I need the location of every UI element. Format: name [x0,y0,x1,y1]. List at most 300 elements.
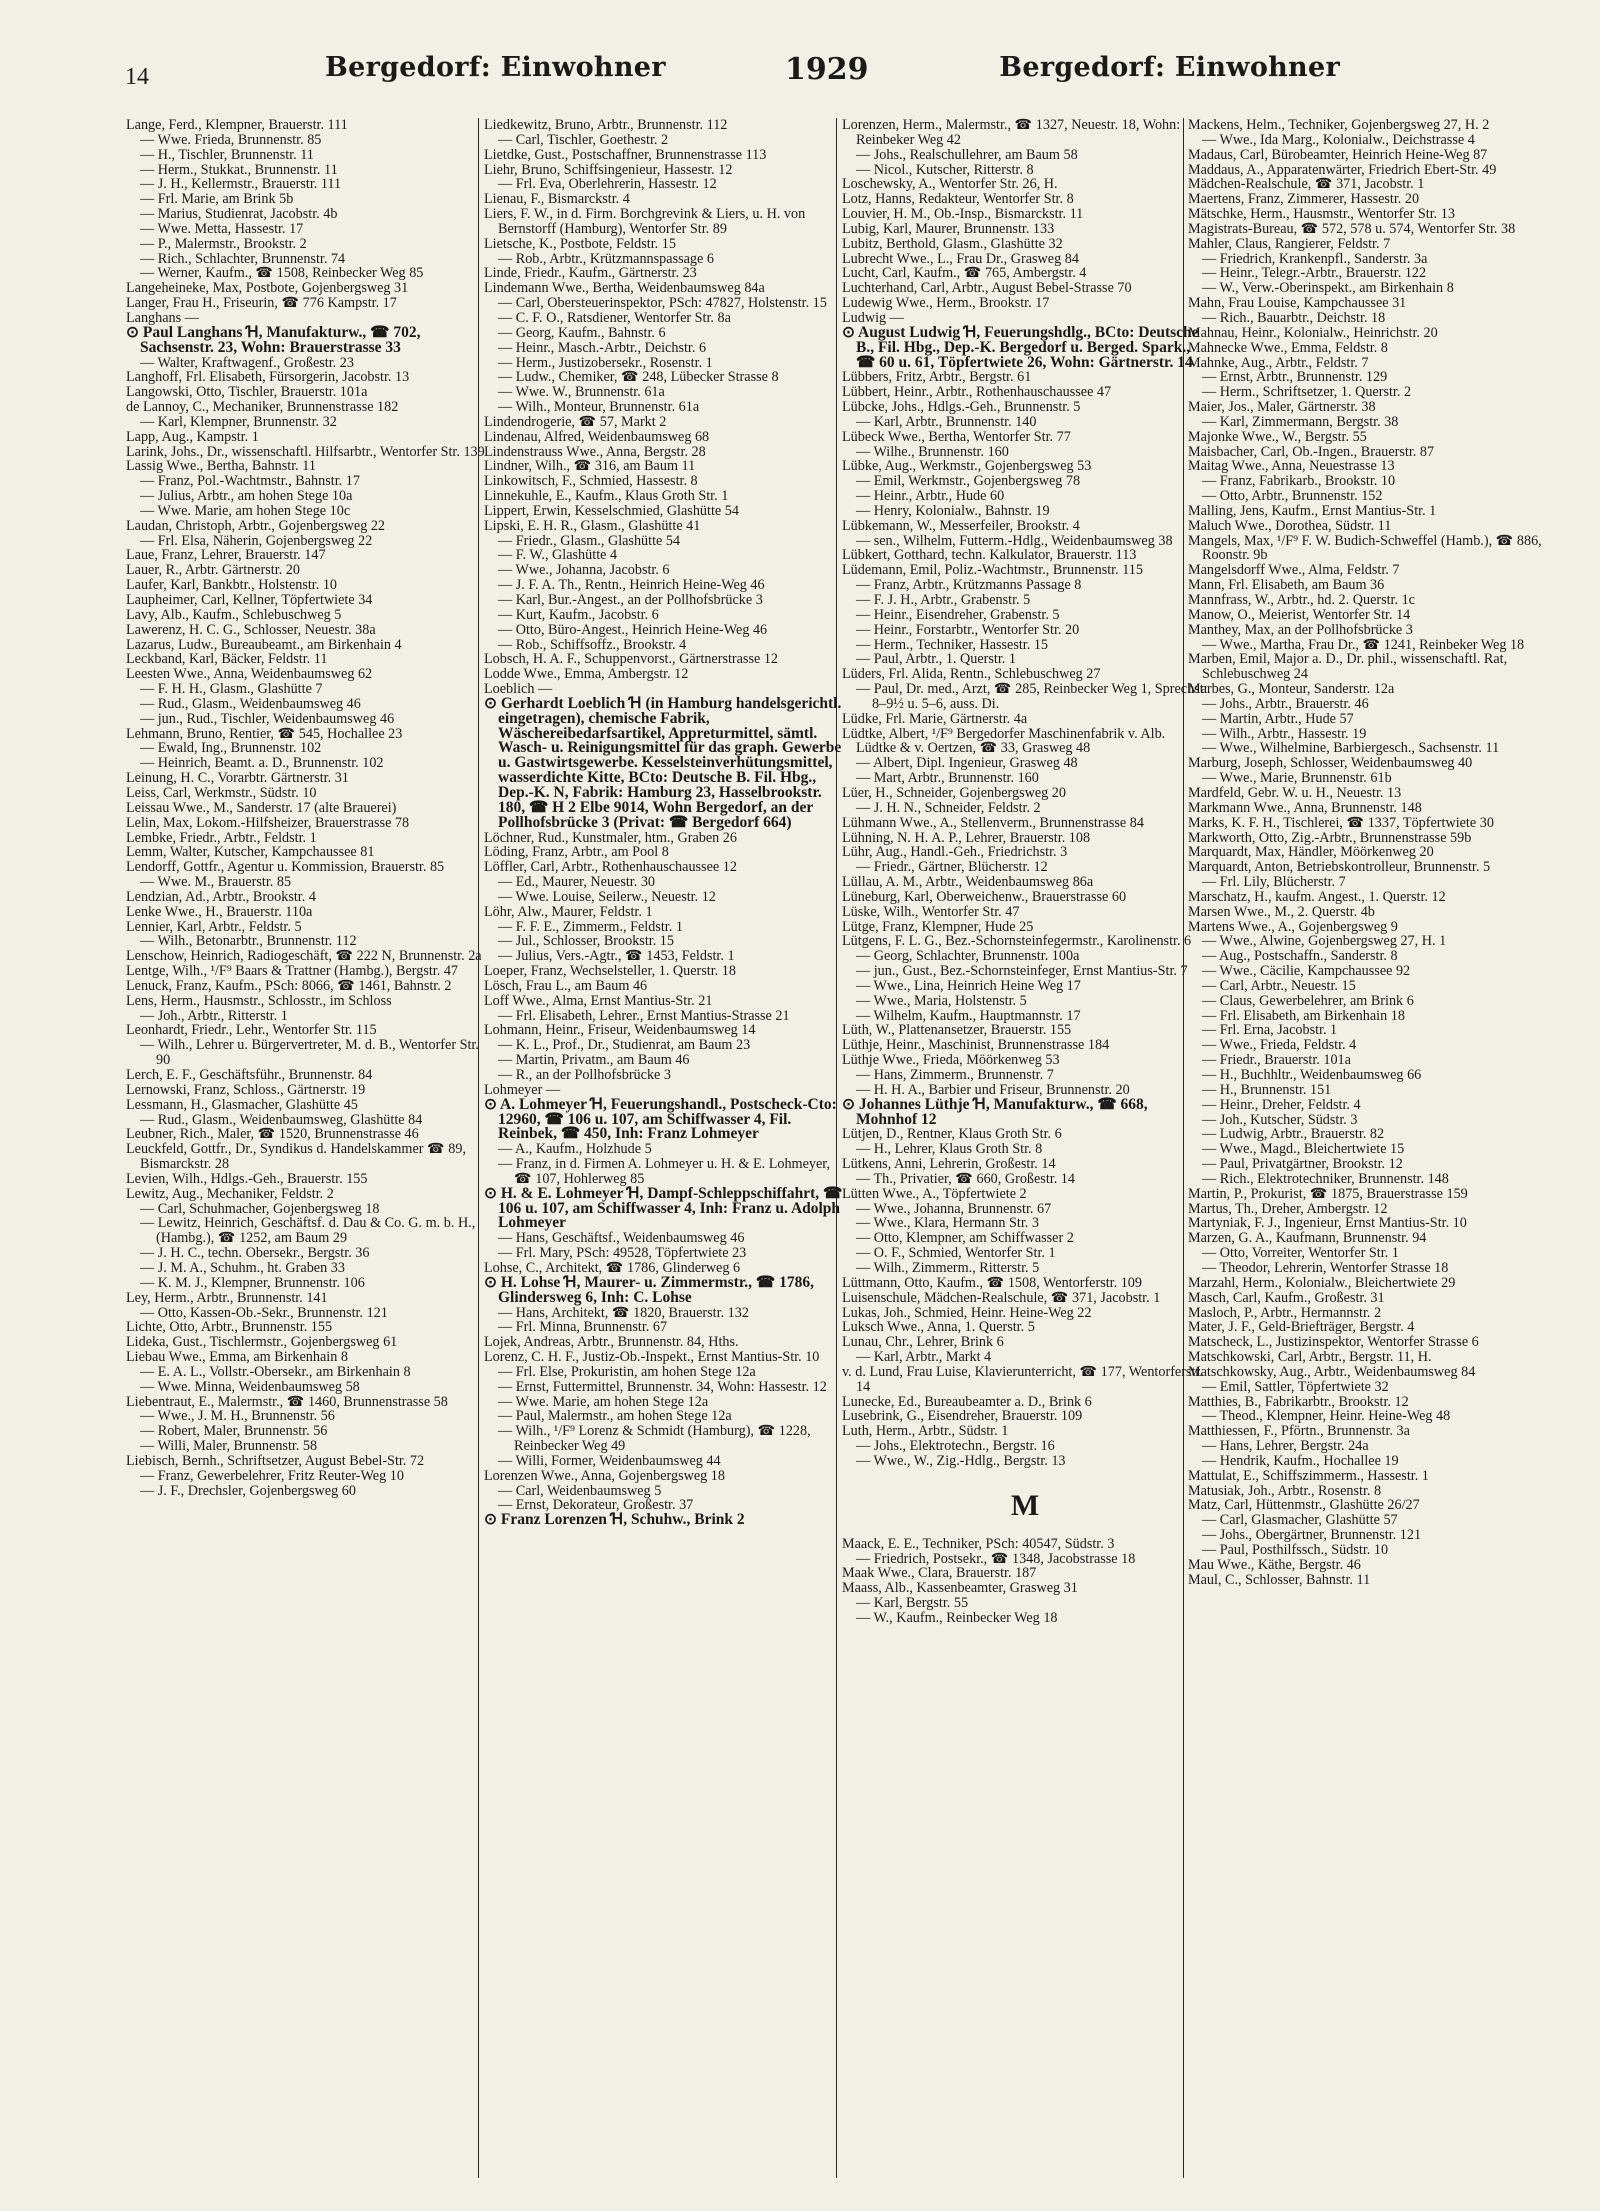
directory-entry: — Heinr., Eisendreher, Grabenstr. 5 [856,606,1060,623]
directory-entry: — Karl, Arbtr., Markt 4 [856,1349,992,1366]
directory-entry: Matthiessen, F., Pförtn., Brunnenstr. 3a [1188,1423,1410,1440]
directory-entry: Martin, P., Prokurist, ☎ 1875, Brauerstrasse 159 [1188,1185,1468,1202]
directory-entry: Lüdke, Frl. Marie, Gärtnerstr. 4a [842,710,1028,727]
directory-entry: — Georg, Kaufm., Bahnstr. 6 [498,324,666,341]
directory-entry: — Paul, Privatgärtner, Brookstr. 12 [1202,1156,1403,1173]
directory-entry: Magistrats-Bureau, ☎ 572, 578 u. 574, Wentorfer Str. 38 [1188,220,1516,237]
directory-entry: — Paul, Posthilfssch., Südstr. 10 [1202,1542,1389,1558]
directory-entry: — Ed., Maurer, Neuestr. 30 [498,874,656,891]
directory-entry: — Robert, Maler, Brunnenstr. 56 [140,1423,328,1440]
directory-entry: Lennier, Karl, Arbtr., Feldstr. 5 [126,918,302,935]
directory-entry: — Wwe., Martha, Frau Dr., ☎ 1241, Reinbeker Weg 18 [1202,636,1525,653]
directory-entry: Mater, J. F., Geld-Briefträger, Bergstr. 4 [1188,1319,1415,1336]
directory-entry: — C. F. O., Ratsdiener, Wentorfer Str. 8a [498,309,731,326]
directory-entry: Masloch, P., Arbtr., Hermannstr. 2 [1188,1304,1382,1321]
directory-entry: Langeheineke, Max, Postbote, Gojenbergsweg 31 [126,280,409,297]
directory-entry: Lenschow, Heinrich, Radiogeschäft, ☎ 222 N, Brunnenstr. 2a [126,948,482,965]
directory-entry: — H., Lehrer, Klaus Groth Str. 8 [856,1141,1043,1158]
directory-entry: — Frl. Elsa, Näherin, Gojenbergsweg 22 [140,532,373,549]
directory-entry: Lunecke, Ed., Bureaubeamter a. D., Brink 6 [842,1393,1092,1410]
directory-entry: — Wwe., Marie, Brunnenstr. 61b [1202,770,1392,787]
directory-entry: Manthey, Max, an der Pollhofsbrücke 3 [1188,621,1413,638]
directory-entry: Lüth, W., Plattenansetzer, Brauerstr. 155 [842,1022,1072,1039]
directory-entry: — Herm., Justizobersekr., Rosenstr. 1 [498,354,713,371]
directory-entry: Lütjen, D., Rentner, Klaus Groth Str. 6 [842,1126,1062,1143]
directory-entry: — Frl. Else, Prokuristin, am hohen Stege 12a [498,1363,756,1380]
directory-entry: — Rob., Arbtr., Krützmannspassage 6 [498,250,714,267]
directory-entry: Mätschke, Herm., Hausmstr., Wentorfer Str. 13 [1188,206,1455,223]
directory-entry: — Julius, Vers.-Agtr., ☎ 1453, Feldstr. 1 [498,948,735,965]
directory-entry: Lindemann Wwe., Bertha, Weidenbaumsweg 84a [484,280,765,297]
directory-entry: — Wwe. Marie, am hohen Stege 12a [498,1393,709,1410]
directory-entry: — F. W., Glashütte 4 [498,547,618,564]
directory-entry: — Heinr., Masch.-Arbtr., Deichstr. 6 [498,339,707,356]
directory-entry: de Lannoy, C., Mechaniker, Brunnenstrasse 182 [126,399,399,416]
directory-entry: Lange, Ferd., Klempner, Brauerstr. 111 [126,118,348,133]
directory-entry: — Wwe., Klara, Hermann Str. 3 [856,1215,1039,1232]
directory-entry: — Paul, Malermstr., am hohen Stege 12a [498,1408,732,1425]
directory-entry: — Herm., Schriftsetzer, 1. Querstr. 2 [1202,384,1412,401]
directory-entry: Loschewsky, A., Wentorfer Str. 26, H. [842,176,1058,193]
directory-entry: — Wwe. W., Brunnenstr. 61a [498,384,665,401]
directory-entry: — Wwe., Ida Marg., Kolonialw., Deichstrasse 4 [1202,131,1475,148]
directory-entry: Maul, C., Schlosser, Bahnstr. 11 [1188,1571,1371,1588]
directory-entry: Lübbers, Fritz, Arbtr., Bergstr. 61 [842,369,1032,386]
directory-entry: Löchner, Rud., Kunstmaler, htm., Graben 26 [484,829,737,846]
running-title-left: Bergedorf: Einwohner [325,52,666,83]
directory-entry: — Frl. Elisabeth, Lehrer., Ernst Mantius-Strasse 21 [498,1007,790,1024]
directory-entry: Majonke Wwe., W., Bergstr. 55 [1188,428,1367,445]
directory-entry: — Otto, Arbtr., Brunnenstr. 152 [1202,488,1383,505]
directory-entry: Lerch, E. F., Geschäftsführ., Brunnenstr. 84 [126,1067,373,1083]
directory-entry: — R., an der Pollhofsbrücke 3 [498,1067,671,1083]
directory-entry: — sen., Wilhelm, Futterm.-Hdlg., Weidenbaumsweg 38 [856,532,1173,549]
directory-entry: Maier, Jos., Maler, Gärtnerstr. 38 [1188,399,1376,416]
directory-entry: — Wilhe., Brunnenstr. 160 [856,443,1009,460]
directory-entry: — Carl, Arbtr., Neuestr. 15 [1202,977,1356,994]
directory-entry: Marbes, G., Monteur, Sanderstr. 12a [1188,681,1395,698]
directory-entry: Lüllau, A. M., Arbtr., Weidenbaumsweg 86a [842,874,1094,891]
directory-entry: Lemm, Walter, Kutscher, Kampchaussee 81 [126,844,375,861]
directory-entry: Lawerenz, H. C. G., Schlosser, Neuestr. 38a [126,621,376,638]
directory-entry: Lübkert, Gotthard, techn. Kalkulator, Brauerstr. 113 [842,547,1137,564]
directory-entry: — Johs., Realschullehrer, am Baum 58 [856,146,1078,163]
directory-entry: — Frl. Elisabeth, am Birkenhain 18 [1202,1007,1405,1024]
directory-entry: Marzen, G. A., Kaufmann, Brunnenstr. 94 [1188,1230,1427,1247]
directory-entry: Mahnecke Wwe., Emma, Feldstr. 8 [1188,339,1388,356]
directory-entry: — Herm., Techniker, Hassestr. 15 [856,636,1049,653]
directory-entry: — Emil, Sattler, Töpfertwiete 32 [1202,1378,1389,1395]
directory-entry: — Paul, Dr. med., Arzt, ☎ 285, Reinbecker Weg 1, Sprechst: 8–9½ u. 5–6, auss. Di. [856,681,1208,712]
directory-entry: Lohse, C., Architekt, ☎ 1786, Glinderweg 6 [484,1259,741,1276]
directory-entry: — Joh., Arbtr., Ritterstr. 1 [140,1007,288,1024]
directory-entry: Levien, Wilh., Hdlgs.-Geh., Brauerstr. 155 [126,1170,368,1187]
directory-entry: Lusebrink, G., Eisendreher, Brauerstr. 109 [842,1408,1083,1425]
column-1 [126,118,492,2178]
directory-entry: — Theod., Klempner, Heinr. Heine-Weg 48 [1202,1408,1451,1425]
directory-entry: — E. A. L., Vollstr.-Obersekr., am Birkenhain 8 [140,1363,411,1380]
directory-entry: Leinung, H. C., Vorarbtr. Gärtnerstr. 31 [126,770,349,787]
directory-entry: Lotz, Hanns, Redakteur, Wentorfer Str. 8 [842,191,1074,208]
directory-entry: Liers, F. W., in d. Firm. Borchgrevink & Liers, u. H. von Bernstorff (Hamburg), Wentorfer Str. 89 [484,206,806,237]
directory-entry: — Ernst, Arbtr., Brunnenstr. 129 [1202,369,1388,386]
directory-entry: — Karl, Klempner, Brunnenstr. 32 [140,413,337,430]
directory-entry: Luksch Wwe., Anna, 1. Querstr. 5 [842,1319,1035,1336]
directory-entry: — Frl. Erna, Jacobstr. 1 [1202,1022,1338,1039]
directory-entry: — Karl, Zimmermann, Bergstr. 38 [1202,413,1399,430]
year-heading: 1929 [785,52,869,87]
directory-entry: ⊙ Johannes Lüthje Ɦ, Manufakturw., ☎ 668, Mohnhof 12 [842,1095,1148,1128]
directory-entry: Lewitz, Aug., Mechaniker, Feldstr. 2 [126,1185,334,1202]
directory-entry: — Wilh., ¹/F⁹ Lorenz & Schmidt (Hamburg), ☎ 1228, Reinbecker Weg 49 [498,1423,811,1455]
directory-entry: Mangels, Max, ¹/F⁹ F. W. Budich-Schweffel (Hamb.), ☎ 886, Roonstr. 9b [1188,532,1542,564]
directory-entry: — Frl. Eva, Oberlehrerin, Hassestr. 12 [498,176,717,193]
directory-entry: Lessmann, H., Glasmacher, Glashütte 45 [126,1096,358,1113]
directory-entry: ⊙ Gerhardt Loeblich Ɦ (in Hamburg handelsgerichtl. eingetragen), chemische Fabrik, Wäschereibedarfsartikel, Appreturmittel, sämtl. Wasch- u. Reinigungsmittel für das graph. Gewerbe u. Gastwirtsgewerbe. Kesselsteinverhütungsmittel, wasserdichte Kitte, BCto: Deutsche B. Fil. Hbg., Dep.-K. N, Fabrik: Hamburg 23, Hasselbrookstr. 180, ☎ H 2 Elbe 9014, Wohn Bergedorf, an der Pollhofsbrücke 3 (Privat: ☎ Bergedorf 664) [484,694,842,831]
directory-entry: Lühr, Aug., Handl.-Geh., Friedrichstr. 3 [842,844,1068,861]
directory-entry: Lüer, H., Schneider, Gojenbergsweg 20 [842,784,1066,801]
directory-entry: — Marius, Studienrat, Jacobstr. 4b [140,206,338,223]
directory-entry: — H., Buchhltr., Weidenbaumsweg 66 [1202,1067,1422,1083]
directory-entry: Luth, Herm., Arbtr., Südstr. 1 [842,1423,1009,1440]
directory-entry: — Frl. Mary, PSch: 49528, Töpfertwiete 23 [498,1245,747,1262]
directory-entry: — Friedr., Brauerstr. 101a [1202,1052,1351,1069]
directory-entry: Lübke, Aug., Werkmstr., Gojenbergsweg 53 [842,458,1092,475]
directory-entry: Lüske, Wilh., Wentorfer Str. 47 [842,903,1020,920]
directory-entry: ⊙ Paul Langhans Ɦ, Manufakturw., ☎ 702, Sachsenstr. 23, Wohn: Brauerstrasse 33 [126,323,421,356]
directory-entry: Liedkewitz, Bruno, Arbtr., Brunnenstr. 112 [484,118,728,133]
directory-entry: Marben, Emil, Major a. D., Dr. phil., wissenschaftl. Rat, Schlebuschweg 24 [1188,651,1508,683]
directory-entry: Lütgens, F. L. G., Bez.-Schornsteinfegermstr., Karolinenstr. 6 [842,933,1192,950]
directory-entry: Matusiak, Joh., Arbtr., Rosenstr. 8 [1188,1482,1382,1499]
directory-entry: — Wilh., Zimmerm., Ritterstr. 5 [856,1259,1040,1276]
directory-entry: — Carl, Schuhmacher, Gojenbergsweg 18 [140,1200,380,1217]
directory-entry: — Wilh., Betonarbtr., Brunnenstr. 112 [140,933,357,950]
directory-entry: Marzahl, Herm., Kolonialw., Bleichertwiete 29 [1188,1274,1456,1291]
directory-entry: — Wilh., Arbtr., Hassestr. 19 [1202,725,1367,742]
directory-entry: Löhr, Alw., Maurer, Feldstr. 1 [484,903,653,920]
directory-entry: Lendzian, Ad., Arbtr., Brookstr. 4 [126,888,316,905]
directory-entry: Lavy, Alb., Kaufm., Schlebuschweg 5 [126,606,342,623]
directory-entry: — Otto, Kassen-Ob.-Sekr., Brunnenstr. 121 [140,1304,388,1321]
directory-entry: Lüttmann, Otto, Kaufm., ☎ 1508, Wentorferstr. 109 [842,1274,1142,1291]
directory-entry: Laudan, Christoph, Arbtr., Gojenbergsweg 22 [126,517,386,534]
directory-entry: Lübeck Wwe., Bertha, Wentorfer Str. 77 [842,428,1071,445]
directory-entry: Malling, Jens, Kaufm., Ernst Mantius-Str. 1 [1188,502,1437,519]
directory-entry: — Mart, Arbtr., Brunnenstr. 160 [856,770,1039,787]
directory-entry: — Friedrich, Krankenpfl., Sanderstr. 3a [1202,250,1428,267]
directory-entry: ⊙ H. & E. Lohmeyer Ɦ, Dampf-Schleppschiffahrt, ☎ 106 u. 107, am Schiffwasser 4, Inh: Franz u. Adolph Lohmeyer [484,1184,843,1232]
directory-entry: — Rich., Bauarbtr., Deichstr. 18 [1202,309,1386,326]
directory-entry: — Emil, Werkmstr., Gojenbergsweg 78 [856,473,1081,490]
directory-entry: — J. H. N., Schneider, Feldstr. 2 [856,799,1041,816]
directory-entry: — Claus, Gewerbelehrer, am Brink 6 [1202,992,1414,1009]
directory-entry: — F. J. H., Arbtr., Grabenstr. 5 [856,592,1031,608]
directory-entry: Lukas, Joh., Schmied, Heinr. Heine-Weg 22 [842,1304,1092,1321]
directory-entry: — Wwe., Johanna, Brunnenstr. 67 [856,1200,1052,1217]
page-number: 14 [125,64,149,90]
directory-entry: Maluch Wwe., Dorothea, Südstr. 11 [1188,517,1392,534]
directory-entry: Lauer, R., Arbtr. Gärtnerstr. 20 [126,562,300,579]
directory-entry: Lübkemann, W., Messerfeiler, Brookstr. 4 [842,517,1080,534]
directory-entry: Linnekuhle, E., Kaufm., Klaus Groth Str. 1 [484,488,729,505]
directory-entry: — Hans, Lehrer, Bergstr. 24a [1202,1438,1369,1455]
directory-entry: Marquardt, Anton, Betriebskontrolleur, Brunnenstr. 5 [1188,859,1491,876]
directory-entry: — Rud., Glasm., Weidenbaumsweg 46 [140,695,361,712]
directory-entry: Lipski, E. H. R., Glasm., Glashütte 41 [484,517,701,534]
directory-entry: — Johs., Arbtr., Brauerstr. 46 [1202,695,1369,712]
directory-entry: Mahler, Claus, Rangierer, Feldstr. 7 [1188,235,1391,252]
directory-entry: — Wwe., Frieda, Feldstr. 4 [1202,1037,1357,1054]
directory-entry: Lienau, F., Bismarckstr. 4 [484,191,630,208]
directory-entry: Maack, E. E., Techniker, PSch: 40547, Südstr. 3 [842,1535,1115,1552]
directory-entry: — P., Malermstr., Brookstr. 2 [140,235,307,252]
directory-entry: Lentge, Wilh., ¹/F⁹ Baars & Trattner (Hambg.), Bergstr. 47 [126,963,459,980]
directory-entry: — W., Verw.-Oberinspekt., am Birkenhain 8 [1202,280,1454,297]
directory-entry: — K. L., Prof., Dr., Studienrat, am Baum 23 [498,1037,751,1054]
directory-entry: — Werner, Kaufm., ☎ 1508, Reinbecker Weg 85 [140,265,424,282]
column-2 [484,118,850,2178]
directory-entry: Leiss, Carl, Werkmstr., Südstr. 10 [126,784,317,801]
directory-entry: Mannfrass, W., Arbtr., hd. 2. Querstr. 1c [1188,592,1415,608]
directory-entry: Lojek, Andreas, Arbtr., Brunnenstr. 84, Hths. [484,1334,739,1351]
directory-entry: Loeblich — [484,681,553,698]
directory-entry: — H., Tischler, Brunnenstr. 11 [140,146,314,163]
directory-entry: — H. H. A., Barbier und Friseur, Brunnenstr. 20 [856,1081,1130,1098]
directory-entry: Lendorff, Gottfr., Agentur u. Kommission, Brauerstr. 85 [126,859,445,876]
column-3 [842,118,1208,2178]
directory-entry: — J. F. A. Th., Rentn., Heinrich Heine-Weg 46 [498,577,765,594]
directory-entry: Lodde Wwe., Emma, Ambergstr. 12 [484,666,689,683]
directory-entry: Mangelsdorff Wwe., Alma, Feldstr. 7 [1188,562,1400,579]
directory-entry: — Walter, Kraftwagenf., Großestr. 23 [140,354,354,371]
directory-entry: — Hans, Geschäftsf., Weidenbaumsweg 46 [498,1230,745,1247]
directory-entry: Leonhardt, Friedr., Lehr., Wentorfer Str. 115 [126,1022,377,1039]
directory-entry: — Karl, Bergstr. 55 [856,1595,969,1612]
directory-entry: — Rob., Schiffsoffz., Brookstr. 4 [498,636,687,653]
directory-entry: ⊙ A. Lohmeyer Ɦ, Feuerungshandl., Postscheck-Cto: 12960, ☎ 106 u. 107, am Schiffwasser 4, Fil. Reinbek, ☎ 450, Inh: Franz Lohmeyer [484,1095,837,1143]
directory-entry: — Georg, Schlachter, Brunnenstr. 100a [856,948,1080,965]
directory-entry: Langhoff, Frl. Elisabeth, Fürsorgerin, Jacobstr. 13 [126,369,410,386]
directory-entry: — Jul., Schlosser, Brookstr. 15 [498,933,674,950]
directory-entry: Mardfeld, Gebr. W. u. H., Neuestr. 13 [1188,784,1402,801]
directory-entry: Lütkens, Anni, Lehrerin, Großestr. 14 [842,1156,1056,1173]
directory-entry: — Ewald, Ing., Brunnenstr. 102 [140,740,322,757]
directory-entry: Lindner, Wilh., ☎ 316, am Baum 11 [484,458,696,475]
directory-entry: — Rud., Glasm., Weidenbaumsweg, Glashütte 84 [140,1111,423,1128]
directory-entry: — Wilh., Monteur, Brunnenstr. 61a [498,399,700,416]
directory-entry: — Friedr., Glasm., Glashütte 54 [498,532,681,549]
directory-entry: — Wilh., Lehrer u. Bürgervertreter, M. d. B., Wentorfer Str. 90 [140,1037,479,1069]
directory-entry: — Franz, in d. Firmen A. Lohmeyer u. H. & E. Lohmeyer, ☎ 107, Hohlerweg 85 [498,1156,830,1187]
directory-entry: — Heinr., Arbtr., Hude 60 [856,488,1005,505]
directory-entry: Leesten Wwe., Anna, Weidenbaumsweg 62 [126,666,373,683]
directory-entry: — Ludw., Chemiker, ☎ 248, Lübecker Strasse 8 [498,369,779,386]
directory-entry: Manow, O., Meierist, Wentorfer Str. 14 [1188,606,1411,623]
directory-entry: Lohmann, Heinr., Friseur, Weidenbaumsweg 14 [484,1022,756,1039]
directory-entry: Lazarus, Ludw., Bureaubeamt., am Birkenhain 4 [126,636,402,653]
directory-entry: Martus, Th., Dreher, Ambergstr. 12 [1188,1200,1388,1217]
directory-entry: Leissau Wwe., M., Sanderstr. 17 (alte Brauerei) [126,799,397,816]
directory-entry: Laufer, Karl, Bankbtr., Holstenstr. 10 [126,577,338,594]
directory-entry: Lubrecht Wwe., L., Frau Dr., Grasweg 84 [842,250,1079,267]
directory-entry: — Heinrich, Beamt. a. D., Brunnenstr. 102 [140,755,384,772]
directory-entry: — Martin, Arbtr., Hude 57 [1202,710,1354,727]
directory-entry: v. d. Lund, Frau Luise, Klavierunterricht, ☎ 177, Wentorferstr. 14 [842,1363,1203,1395]
directory-entry: — Julius, Arbtr., am hohen Stege 10a [140,488,353,505]
directory-entry: Marsen Wwe., M., 2. Querstr. 4b [1188,903,1375,920]
directory-entry: — Rich., Elektrotechniker, Brunnenstr. 148 [1202,1170,1449,1187]
directory-entry: — Wwe. Louise, Seilerw., Neuestr. 12 [498,888,716,905]
directory-entry: — Albert, Dipl. Ingenieur, Grasweg 48 [856,755,1078,772]
directory-entry: — Wwe., Alwine, Gojenbergsweg 27, H. 1 [1202,933,1447,950]
directory-entry: — Carl, Obersteuerinspektor, PSch: 47827, Holstenstr. 15 [498,295,827,312]
directory-entry: Linkowitsch, F., Schmied, Hassestr. 8 [484,473,698,490]
directory-entry: — Wwe., J. M. H., Brunnenstr. 56 [140,1408,335,1425]
directory-entry: Lütge, Franz, Klempner, Hude 25 [842,918,1034,935]
directory-entry: Maddaus, A., Apparatenwärter, Friedrich Ebert-Str. 49 [1188,161,1497,178]
directory-entry: Lietdke, Gust., Postschaffner, Brunnenstrasse 113 [484,146,767,163]
directory-entry: — Carl, Tischler, Goethestr. 2 [498,131,669,148]
directory-entry: — Henry, Kolonialw., Bahnstr. 19 [856,502,1050,519]
directory-entry: — Heinr., Dreher, Feldstr. 4 [1202,1096,1361,1113]
directory-entry: — Wilhelm, Kaufm., Hauptmannstr. 17 [856,1007,1081,1024]
directory-entry: Louvier, H. M., Ob.-Insp., Bismarckstr. 11 [842,206,1084,223]
directory-entry: — Ernst, Futtermittel, Brunnenstr. 34, Wohn: Hassestr. 12 [498,1378,827,1395]
directory-entry: — Franz, Gewerbelehrer, Fritz Reuter-Weg 10 [140,1467,404,1484]
directory-entry: Lichte, Otto, Arbtr., Brunnenstr. 155 [126,1319,333,1336]
directory-entry: Lietsche, K., Postbote, Feldstr. 15 [484,235,676,252]
directory-entry: Luisenschule, Mädchen-Realschule, ☎ 371, Jacobstr. 1 [842,1289,1161,1306]
directory-entry: Liehr, Bruno, Schiffsingenieur, Hassestr. 12 [484,161,733,178]
running-title-right: Bergedorf: Einwohner [999,52,1340,83]
directory-entry: Lüthje Wwe., Frieda, Möörkenweg 53 [842,1052,1060,1069]
page-header [125,50,1340,100]
directory-entry: — Wwe. Metta, Hassestr. 17 [140,220,304,237]
directory-entry: Lindenstrauss Wwe., Anna, Bergstr. 28 [484,443,706,460]
directory-entry: — Wwe., Wilhelmine, Barbiergesch., Sachsenstr. 11 [1202,740,1500,757]
directory-entry: — J. M. A., Schuhm., ht. Graben 33 [140,1259,345,1276]
directory-entry: Maertens, Franz, Zimmerer, Hassestr. 20 [1188,191,1420,208]
directory-entry: Matz, Carl, Hüttenmstr., Glashütte 26/27 [1188,1497,1420,1514]
directory-entry: Lunau, Chr., Lehrer, Brink 6 [842,1334,1004,1351]
directory-entry: Mackens, Helm., Techniker, Gojenbergsweg 27, H. 2 [1188,118,1490,133]
directory-entry: Matscheck, L., Justizinspektor, Wentorfer Strasse 6 [1188,1334,1479,1351]
directory-entry: Lindendrogerie, ☎ 57, Markt 2 [484,413,667,430]
directory-entry: — Th., Privatier, ☎ 660, Großestr. 14 [856,1170,1075,1187]
directory-entry: — Wwe., Cäcilie, Kampchaussee 92 [1202,963,1411,980]
directory-entry: Lens, Herm., Hausmstr., Schlosstr., im Schloss [126,992,392,1009]
directory-entry: — Otto, Klempner, am Schiffwasser 2 [856,1230,1074,1247]
directory-entry: Mann, Frl. Elisabeth, am Baum 36 [1188,577,1385,594]
directory-entry: — Ludwig, Arbtr., Brauerstr. 82 [1202,1126,1385,1143]
directory-entry: Linde, Friedr., Kaufm., Gärtnerstr. 23 [484,265,697,282]
directory-entry: Maak Wwe., Clara, Brauerstr. 187 [842,1565,1037,1582]
directory-entry: Lühning, N. H. A. P., Lehrer, Brauerstr. 108 [842,829,1091,846]
directory-entry: — Karl, Arbtr., Brunnenstr. 140 [856,413,1037,430]
directory-entry: — Frl. Minna, Brunnenstr. 67 [498,1319,668,1336]
directory-entry: — Martin, Privatm., am Baum 46 [498,1052,690,1069]
section-letter: M [1010,1488,1040,1522]
directory-entry: — Hans, Zimmerm., Brunnenstr. 7 [856,1067,1054,1083]
directory-entry: Matschkowski, Carl, Arbtr., Bergstr. 11, H. [1188,1349,1432,1366]
column-4 [1188,118,1546,2178]
directory-entry: — Willi, Maler, Brunnenstr. 58 [140,1438,318,1455]
directory-entry: — J. H. C., techn. Obersekr., Bergstr. 36 [140,1245,370,1262]
directory-entry: Löding, Franz, Arbtr., am Pool 8 [484,844,669,861]
directory-entry: — Otto, Büro-Angest., Heinrich Heine-Weg 46 [498,621,768,638]
directory-entry: Marks, K. F. H., Tischlerei, ☎ 1337, Töpfertwiete 30 [1188,814,1494,831]
directory-entry: ⊙ Franz Lorenzen Ɦ, Schuhw., Brink 2 [484,1511,745,1529]
directory-entry: Matschkowsky, Aug., Arbtr., Weidenbaumsweg 84 [1188,1363,1476,1380]
directory-entry: Lorenzen, Herm., Malermstr., ☎ 1327, Neuestr. 18, Wohn: Reinbeker Weg 42 [842,118,1181,148]
directory-entry: Lippert, Erwin, Kesselschmied, Glashütte 54 [484,502,739,519]
directory-entry: — Karl, Bur.-Angest., an der Pollhofsbrücke 3 [498,592,763,608]
directory-entry: Lösch, Frau L., am Baum 46 [484,977,648,994]
directory-entry: Larink, Johs., Dr., wissenschaftl. Hilfsarbtr., Wentorfer Str. 139 [126,443,485,460]
directory-entry: — Hans, Architekt, ☎ 1820, Brauerstr. 132 [498,1304,749,1321]
directory-entry: — A., Kaufm., Holzhude 5 [498,1141,652,1158]
directory-entry: — Franz, Arbtr., Krützmanns Passage 8 [856,577,1082,594]
directory-entry: Maitag Wwe., Anna, Neuestrasse 13 [1188,458,1395,475]
directory-entry: — Nicol., Kutscher, Ritterstr. 8 [856,161,1034,178]
directory-entry: — Wwe., W., Zig.-Hdlg., Bergstr. 13 [856,1452,1066,1469]
directory-entry: — Wwe., Johanna, Jacobstr. 6 [498,562,670,579]
directory-entry: — Ernst, Dekorateur, Großestr. 37 [498,1497,694,1514]
directory-entry: — Johs., Obergärtner, Brunnenstr. 121 [1202,1527,1422,1544]
directory-entry: Mahn, Frau Louise, Kampchaussee 31 [1188,295,1407,312]
directory-entry: Marburg, Joseph, Schlosser, Weidenbaumsweg 40 [1188,755,1473,772]
directory-entry: — Wwe. Minna, Weidenbaumsweg 58 [140,1378,360,1395]
directory-entry: Liebau Wwe., Emma, am Birkenhain 8 [126,1349,348,1366]
directory-entry: — Otto, Vorreiter, Wentorfer Str. 1 [1202,1245,1399,1262]
directory-entry: — F. H. H., Glasm., Glashütte 7 [140,681,323,698]
directory-entry: — Friedr., Gärtner, Blücherstr. 12 [856,859,1048,876]
directory-entry: Masch, Carl, Kaufm., Großestr. 31 [1188,1289,1385,1306]
directory-entry: Ley, Herm., Arbtr., Brunnenstr. 141 [126,1289,328,1306]
directory-entry: — Kurt, Kaufm., Jacobstr. 6 [498,606,659,623]
directory-entry: Lüdtke, Albert, ¹/F⁹ Bergedorfer Maschinenfabrik v. Alb. Lüdtke & v. Oertzen, ☎ 33, Grasweg 48 [842,725,1166,757]
directory-entry: — H., Brunnenstr. 151 [1202,1081,1332,1098]
directory-entry: Lubitz, Berthold, Glasm., Glashütte 32 [842,235,1063,252]
directory-entry: — Carl, Weidenbaumsweg 5 [498,1482,662,1499]
directory-entry: Matthies, B., Fabrikarbtr., Brookstr. 12 [1188,1393,1409,1410]
directory-entry: — Franz, Pol.-Wachtmstr., Bahnstr. 17 [140,473,360,490]
directory-entry: Mädchen-Realschule, ☎ 371, Jacobstr. 1 [1188,176,1425,193]
directory-entry: — Wwe. Frieda, Brunnenstr. 85 [140,131,322,148]
directory-entry: — Rich., Schlachter, Brunnenstr. 74 [140,250,346,267]
directory-entry: ⊙ August Ludwig Ɦ, Feuerungshdlg., BCto: Deutsche B., Fil. Hbg., Dep.-K. Bergedorf u. Berged. Spark., ☎ 60 u. 61, Töpfertwiete 26, Wohn: Gärtnerstr. 14 [842,323,1199,371]
directory-entry: Lembke, Friedr., Arbtr., Feldstr. 1 [126,829,317,846]
directory-entry: — Johs., Elektrotechn., Bergstr. 16 [856,1438,1055,1455]
directory-entry: Lorenzen Wwe., Anna, Gojenbergsweg 18 [484,1467,725,1484]
directory-entry: — Heinr., Telegr.-Arbtr., Brauerstr. 122 [1202,265,1427,282]
directory-entry: Maass, Alb., Kassenbeamter, Grasweg 31 [842,1580,1078,1597]
directory-entry: Löffler, Carl, Arbtr., Rothenhauschaussee 12 [484,859,737,876]
directory-entry: Lüders, Frl. Alida, Rentn., Schlebuschweg 27 [842,666,1101,683]
directory-entry: — Herm., Stukkat., Brunnenstr. 11 [140,161,338,178]
directory-entry: Lütten Wwe., A., Töpfertwiete 2 [842,1185,1027,1202]
directory-entry: — Franz, Fabrikarb., Brookstr. 10 [1202,473,1396,490]
directory-entry: — Wwe. M., Brauerstr. 85 [140,874,292,891]
directory-entry: — Wwe., Maria, Holstenstr. 5 [856,992,1027,1009]
directory-entry: Lüdemann, Emil, Poliz.-Wachtmstr., Brunnenstr. 115 [842,562,1143,579]
directory-entry: — J. F., Drechsler, Gojenbergsweg 60 [140,1482,356,1499]
directory-entry: Lübbert, Heinr., Arbtr., Rothenhauschaussee 47 [842,384,1112,401]
directory-entry: Marquardt, Max, Händler, Möörkenweg 20 [1188,844,1434,861]
directory-entry: — Friedrich, Postsekr., ☎ 1348, Jacobstrasse 18 [856,1550,1136,1567]
directory-entry: — Frl. Lily, Blücherstr. 7 [1202,874,1346,891]
